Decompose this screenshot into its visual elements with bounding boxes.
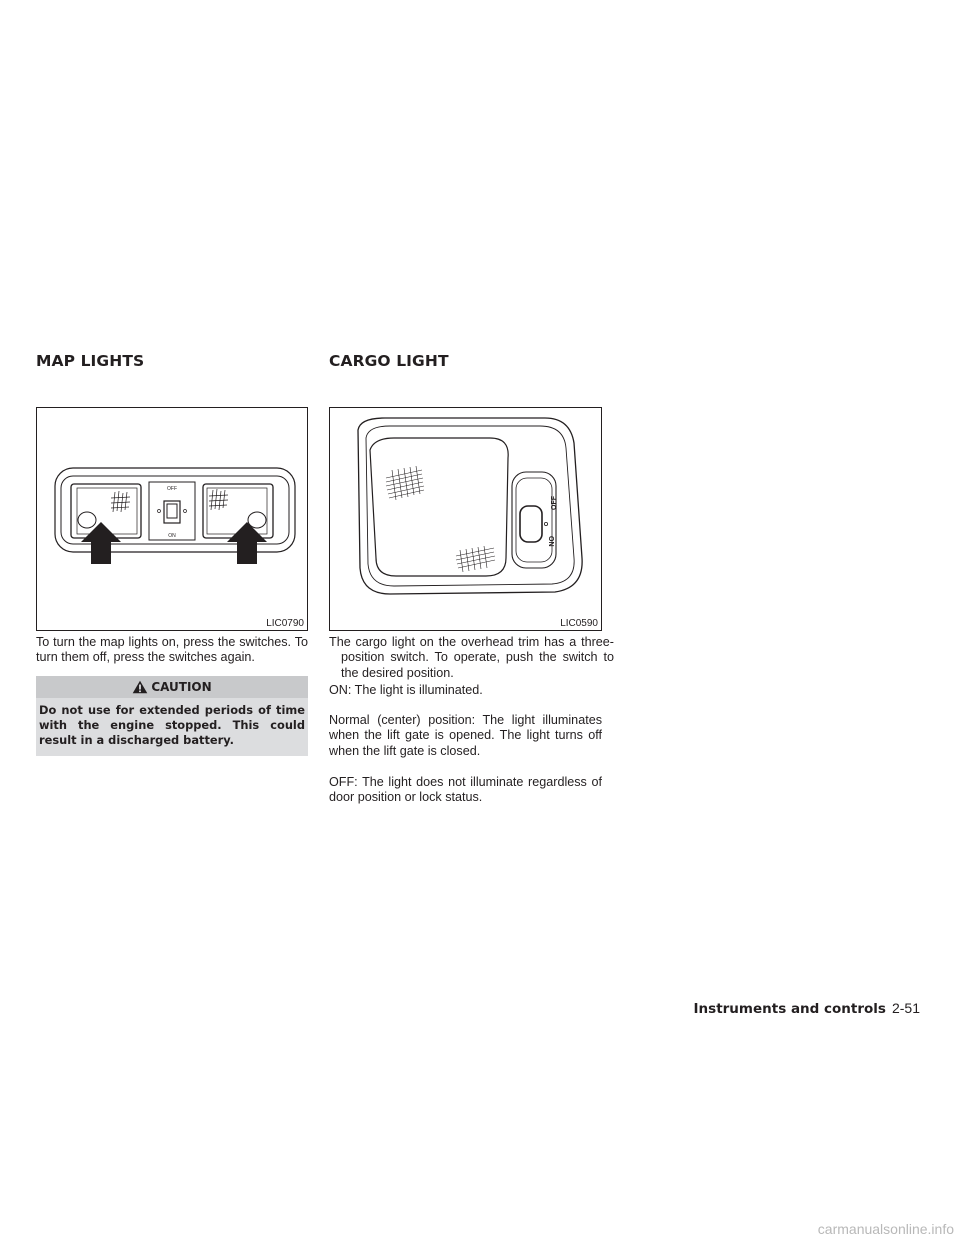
footer-section-title: Instruments and controls [693,1001,886,1017]
figure-code: LIC0790 [266,618,304,629]
cargo-light-illustration [330,408,601,630]
map-lights-heading: MAP LIGHTS [36,352,145,370]
cargo-light-heading: CARGO LIGHT [329,352,449,370]
cargo-light-off-description: OFF: The light does not illuminate regardless of door position or lock status. [329,775,602,805]
caution-header [36,676,308,698]
map-lights-illustration [37,408,307,630]
press-arrow-icon-right [227,522,267,564]
warning-triangle-icon [132,680,148,694]
cargo-light-intro: The cargo light on the overhead trim has a three-position switch. To operate, push the switch to the desired position. [329,635,614,680]
cargo-light-on-description: ON: The light is illuminated. [329,683,483,697]
cargo-light-figure [329,407,602,631]
watermark: carmanualsonline.info [817,1221,954,1237]
caution-title: CAUTION [151,680,212,694]
figure-code: LIC0590 [560,618,598,629]
cargo-switch-on-label: ON [547,536,554,547]
cargo-switch-off-label: OFF [551,496,558,510]
cargo-light-normal-description: Normal (center) position: The light illuminates when the lift gate is opened. The light turns off when the lift gate is closed. [329,713,602,758]
map-lights-instructions: To turn the map lights on, press the switches. To turn them off, press the switches again. [36,635,308,665]
caution-box [36,676,308,756]
page-footer [694,1000,920,1017]
map-lights-figure [36,407,308,631]
caution-text: Do not use for extended periods of time with the engine stopped. This could result in a discharged battery. [39,703,305,747]
map-switch-on-label: ON [168,533,176,539]
map-switch-off-label: OFF [167,486,177,492]
page-number: 2-51 [891,1000,920,1016]
